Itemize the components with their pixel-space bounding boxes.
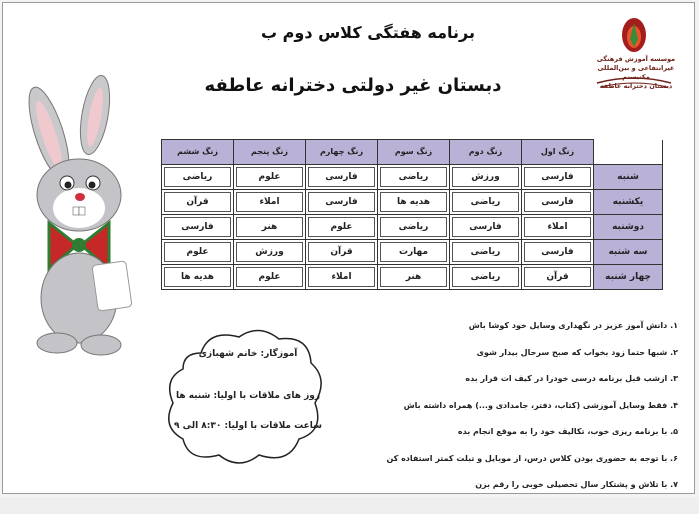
subject-cell: املاء xyxy=(522,214,594,239)
subject-cell: فارسی xyxy=(306,164,378,189)
rules-list xyxy=(348,313,678,494)
column-header: زنگ چهارم xyxy=(306,140,378,165)
subject-cell: قرآن xyxy=(306,239,378,264)
teacher-name: آموزگار: خانم شهبازی xyxy=(198,349,298,359)
subject-cell: فارسی xyxy=(306,189,378,214)
column-header: زنگ پنجم xyxy=(234,140,306,165)
subject-cell: فارسی xyxy=(522,164,594,189)
subject-cell: ریاضی xyxy=(378,214,450,239)
day-cell: چهار شنبه xyxy=(594,264,663,289)
subject-cell: هدیه ها xyxy=(162,264,234,289)
page-title: برنامه هفتگی کلاس دوم ب xyxy=(261,23,475,42)
subject-cell: علوم xyxy=(234,264,306,289)
subject-cell: املاء xyxy=(234,189,306,214)
column-header: زنگ ششم xyxy=(162,140,234,165)
column-header: زنگ اول xyxy=(522,140,594,165)
subject-cell: مهارت xyxy=(378,239,450,264)
subject-cell: املاء xyxy=(306,264,378,289)
column-header: زنگ سوم xyxy=(378,140,450,165)
table-row xyxy=(162,189,663,214)
list-item: ۵. با برنامه ریزی خوب، تکالیف خود را به موقع انجام بده xyxy=(457,427,678,436)
subject-cell: ورزش xyxy=(234,239,306,264)
subject-cell: ورزش xyxy=(450,164,522,189)
schedule-header-row xyxy=(162,140,663,165)
subject-cell: فارسی xyxy=(450,214,522,239)
list-item: ۱. دانش آموز عزیز در نگهداری وسایل خود کوشا باش xyxy=(468,321,678,330)
subject-cell: ریاضی xyxy=(450,264,522,289)
table-row xyxy=(162,164,663,189)
subject-cell: علوم xyxy=(234,164,306,189)
subject-cell: علوم xyxy=(306,214,378,239)
subject-cell: ریاضی xyxy=(162,164,234,189)
schedule-table xyxy=(161,139,663,290)
subject-cell: فارسی xyxy=(522,239,594,264)
subject-cell: فارسی xyxy=(522,189,594,214)
subject-cell: علوم xyxy=(162,239,234,264)
table-row xyxy=(162,239,663,264)
list-item: ۷. با تلاش و پشتکار سال تحصیلی خوبی را رقم بزن xyxy=(475,480,678,489)
corner-cell xyxy=(594,140,663,165)
schedule-sheet xyxy=(2,2,695,494)
subject-cell: فارسی xyxy=(162,214,234,239)
subject-cell: هدیه ها xyxy=(378,189,450,214)
meeting-time: ساعت ملاقات با اولیا: ۸:۳۰ الی ۹ xyxy=(173,421,323,431)
subject-cell: ریاضی xyxy=(378,164,450,189)
column-header: زنگ دوم xyxy=(450,140,522,165)
meeting-days: روز های ملاقات با اولیا: شنبه ها xyxy=(175,391,321,401)
bunny-illustration xyxy=(15,73,143,363)
day-cell: سه شنبه xyxy=(594,239,663,264)
list-item: ۲. شبها حتما زود بخواب که صبح سرحال بیدار شوی xyxy=(476,347,678,357)
day-cell: یکشنبه xyxy=(594,189,663,214)
subject-cell: قرآن xyxy=(522,264,594,289)
table-row xyxy=(162,214,663,239)
list-item: ۴. فقط وسایل آموزشی (کتاب، دفتر، جامدادی و...) همراه داشته باش xyxy=(403,400,678,410)
subject-cell: ریاضی xyxy=(450,189,522,214)
subject-cell: هنر xyxy=(234,214,306,239)
list-item: ۶. با توجه به حضوری بودن کلاس درس، از موبایل و تبلت کمتر استفاده کن xyxy=(386,453,678,463)
logo-text: موسسه آموزش فرهنگی غیرانتفاعی و بین‌المللی مکتبستم دبستان دخترانه عاطفه xyxy=(596,55,676,90)
list-item: ۳. ازشب قبل برنامه درسی خودرا در کیف ات قرار بده xyxy=(465,374,678,383)
subject-cell: هنر xyxy=(378,264,450,289)
day-cell: دوشنبه xyxy=(594,214,663,239)
table-row xyxy=(162,264,663,289)
bottom-bar xyxy=(0,497,699,514)
subject-cell: قرآن xyxy=(162,189,234,214)
day-cell: شنبه xyxy=(594,164,663,189)
school-name: دبستان غیر دولتی دخترانه عاطفه xyxy=(204,75,502,96)
subject-cell: ریاضی xyxy=(450,239,522,264)
